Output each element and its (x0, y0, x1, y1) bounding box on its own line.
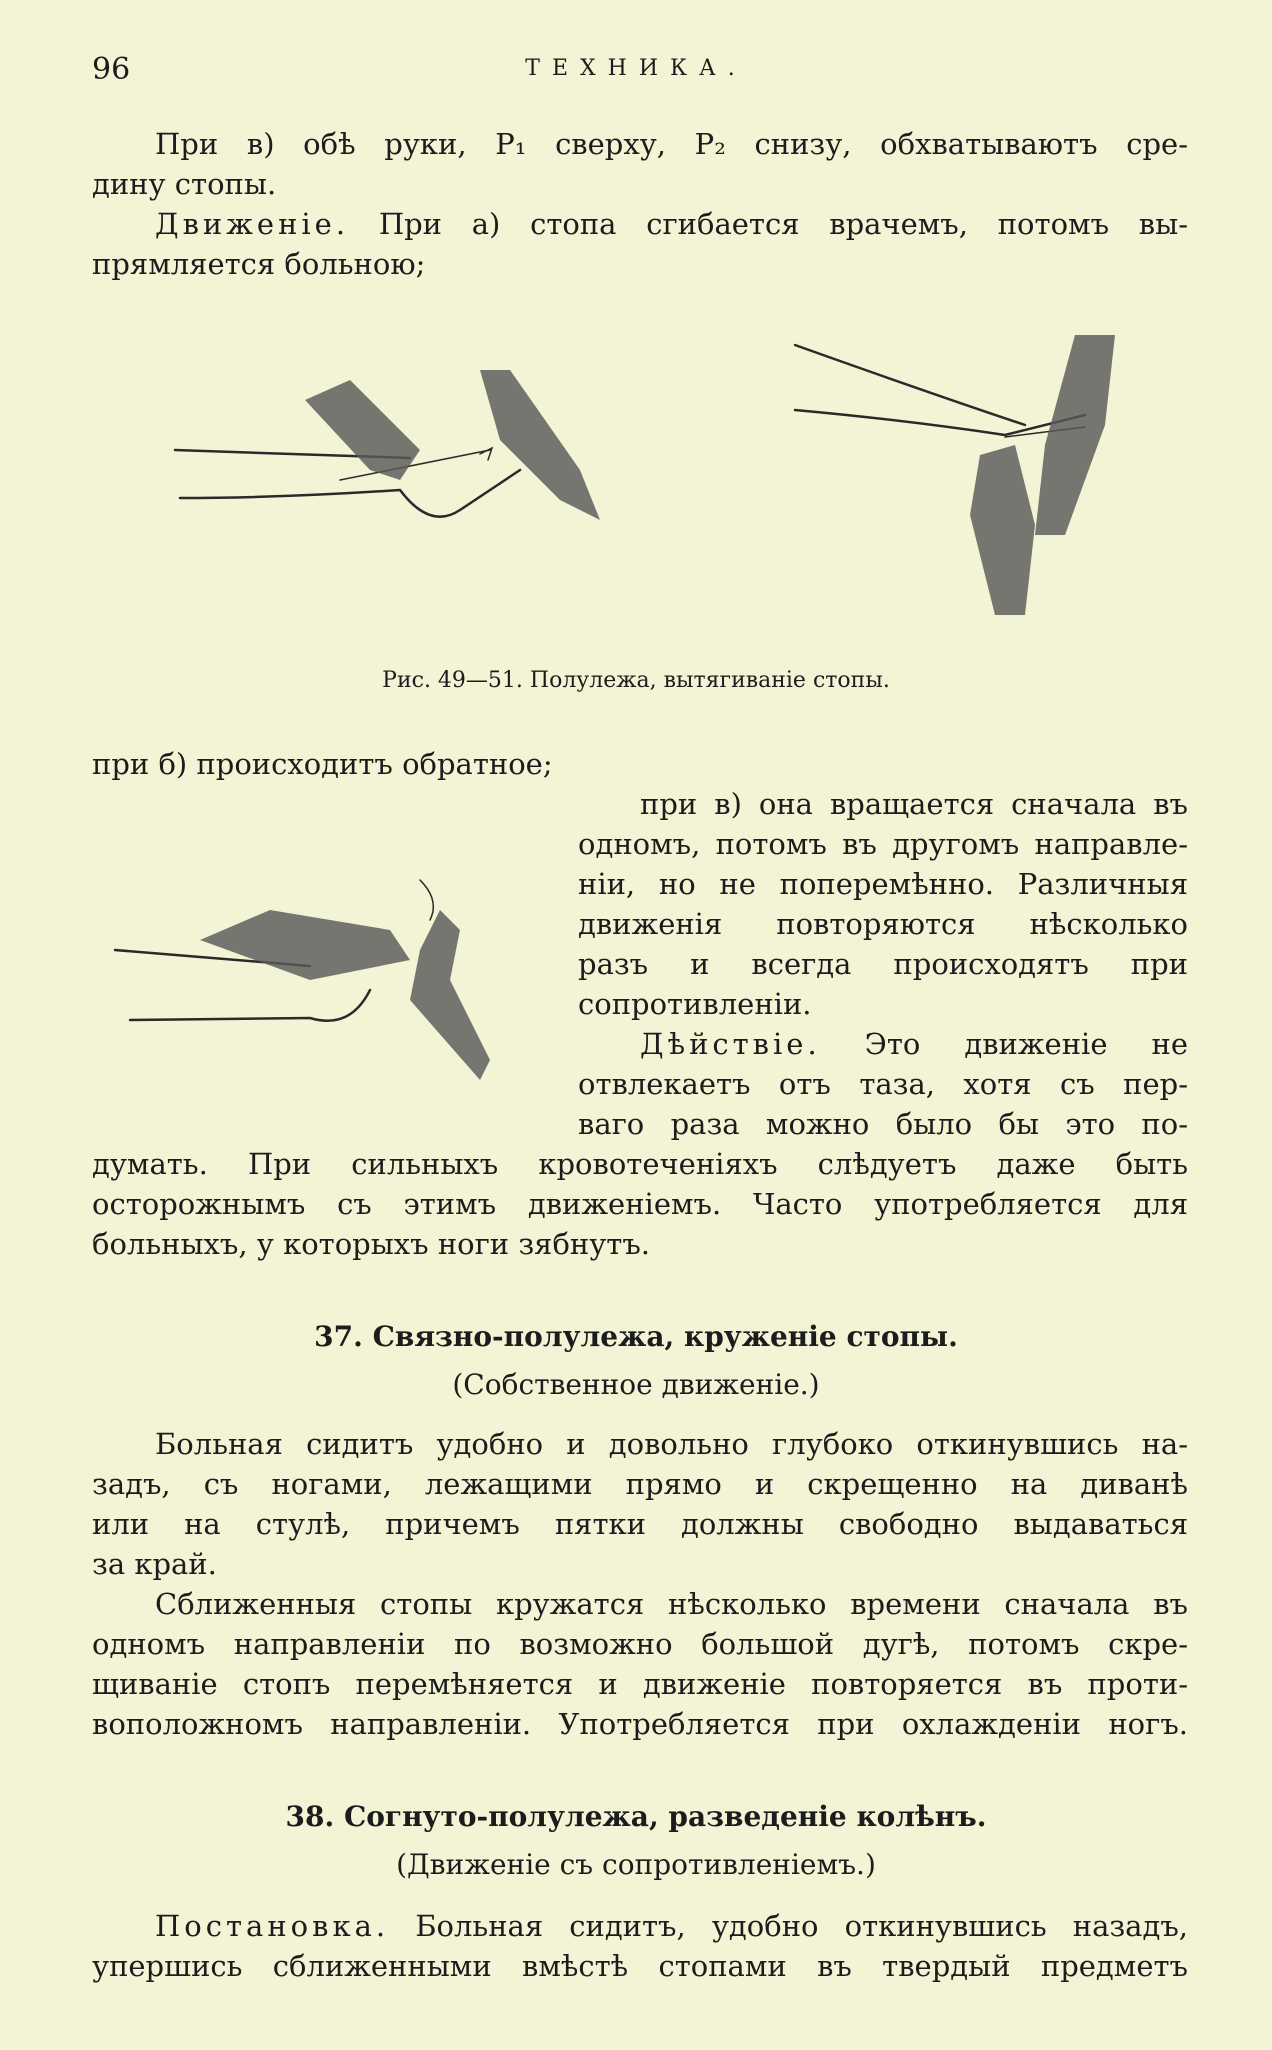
s37-p1-line4: за край. (92, 1547, 217, 1581)
page-number: 96 (92, 52, 131, 87)
s37-p1-line3: или на стулѣ, причемъ пятки должны свободно выдаваться (92, 1507, 1188, 1541)
para2-line1 (155, 204, 1188, 244)
hand-lower-icon (970, 445, 1035, 615)
section37-heading: 37. Связно-полулежа, круженіе стопы. (314, 1320, 958, 1353)
figure-foot-rotation-illustration (110, 870, 510, 1090)
para3-right-line6: сопротивленіи. (578, 987, 812, 1021)
figure-foot-left-illustration (160, 330, 620, 550)
s38-lead: Постановка. (155, 1909, 390, 1943)
s38-line2: упершись сближенными вмѣстѣ стопами въ твердый предметъ (92, 1949, 1188, 1983)
section38-subheading: (Движеніе съ сопротивленіемъ.) (396, 1848, 876, 1881)
para2-lead: Движеніе. (155, 207, 350, 241)
figure-foot-right-illustration (785, 335, 1145, 635)
para2-line2: прямляется больною; (92, 247, 426, 281)
s38-line1 (155, 1906, 1188, 1946)
section37-subheading: (Собственное движеніе.) (452, 1368, 820, 1401)
para1-line2: дину стопы. (92, 167, 277, 201)
hand-right-icon (480, 370, 600, 520)
para3-right-line3: ніи, но не поперемѣнно. Различныя (578, 867, 1188, 901)
para4-line1-rest: Это движеніе не (820, 1027, 1188, 1061)
para3-line1: при б) происходитъ обратное; (92, 747, 553, 781)
hand-right2-icon (410, 910, 490, 1080)
para4-full-line3: больныхъ, у которыхъ ноги зябнутъ. (92, 1227, 651, 1261)
s37-p2-line3: щиваніе стопъ перемѣняется и движеніе повторяется въ проти- (92, 1667, 1188, 1701)
figure-caption: Рис. 49—51. Полулежа, вытягиваніе стопы. (382, 668, 890, 693)
para3-right-line2: одномъ, потомъ въ другомъ направле- (578, 827, 1188, 861)
para4-full-line1: думать. При сильныхъ кровотеченіяхъ слѣдуетъ даже быть (92, 1147, 1188, 1181)
para3-right-line5: разъ и всегда происходятъ при (578, 947, 1188, 981)
s37-p2-line4: воположномъ направленіи. Употребляется при охлажденіи ногъ. (92, 1707, 1188, 1741)
s38-line1-rest: Больная сидитъ, удобно откинувшись назадъ, (389, 1909, 1188, 1943)
s37-p2-line2: одномъ направленіи по возможно большой дугѣ, потомъ скре- (92, 1627, 1188, 1661)
para4-full-line2: осторожнымъ съ этимъ движеніемъ. Часто употребляется для (92, 1187, 1188, 1221)
para4-line1 (640, 1024, 1188, 1064)
para2-line1-rest: При а) стопа сгибается врачемъ, потомъ вы- (349, 207, 1188, 241)
s37-p2-line1: Сближенныя стопы кружатся нѣсколько времени сначала въ (155, 1587, 1188, 1621)
s37-p1-line1: Больная сидитъ удобно и довольно глубоко откинувшись на- (155, 1427, 1188, 1461)
hand-upper-icon (1035, 335, 1115, 535)
section38-heading: 38. Согнуто-полулежа, разведеніе колѣнъ. (285, 1800, 987, 1833)
para4-right-line3: ваго раза можно было бы это по- (578, 1107, 1188, 1141)
hand-left-icon (200, 910, 410, 980)
running-title: ТЕХНИКА. (525, 56, 747, 81)
s37-p1-line2: задъ, съ ногами, лежащими прямо и скрещенно на диванѣ (92, 1467, 1188, 1501)
para4-right-line2: отвлекаетъ отъ таза, хотя съ пер- (578, 1067, 1188, 1101)
hand-top-icon (305, 380, 420, 480)
para3-right-line1: при в) она вращается сначала въ (640, 787, 1188, 821)
para4-lead: Дѣйствіе. (640, 1027, 821, 1061)
para3-right-line4: движенія повторяются нѣсколько (578, 907, 1188, 941)
para1-line1: При в) обѣ руки, P₁ сверху, P₂ снизу, обхватываютъ сре- (155, 127, 1188, 161)
